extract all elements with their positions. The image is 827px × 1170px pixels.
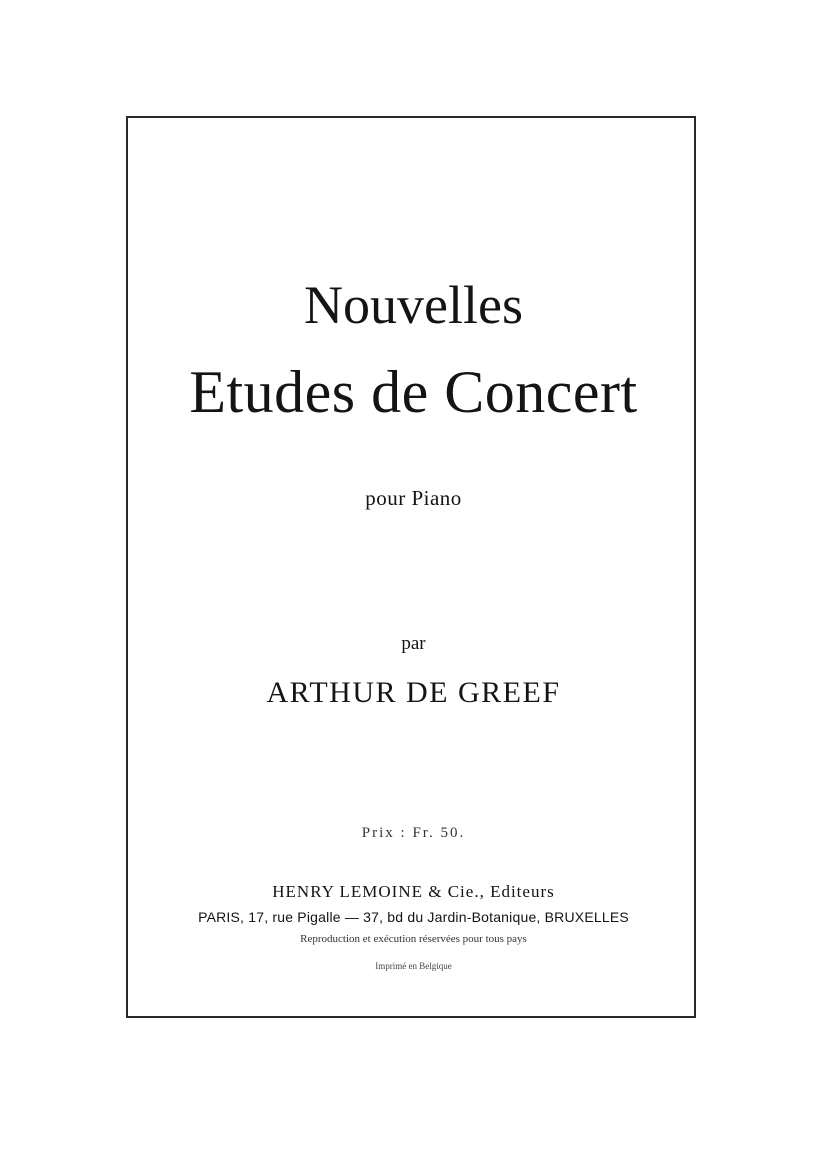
subtitle: pour Piano [365,486,462,510]
publisher-name: HENRY LEMOINE & Cie., Editeurs [272,882,555,901]
title-line-2: Etudes de Concert [189,359,638,425]
by-label: par [401,633,426,654]
rights-notice: Reproduction et exécution réservées pour tous pays [300,933,527,945]
printed-in: Imprimé en Belgique [375,961,452,971]
publisher-address: PARIS, 17, rue Pigalle — 37, bd du Jardin-Botanique, BRUXELLES [198,909,629,925]
price: Prix : Fr. 50. [361,825,466,841]
title-line-1: Nouvelles [304,275,523,335]
composer-name: ARTHUR DE GREEF [266,676,561,709]
